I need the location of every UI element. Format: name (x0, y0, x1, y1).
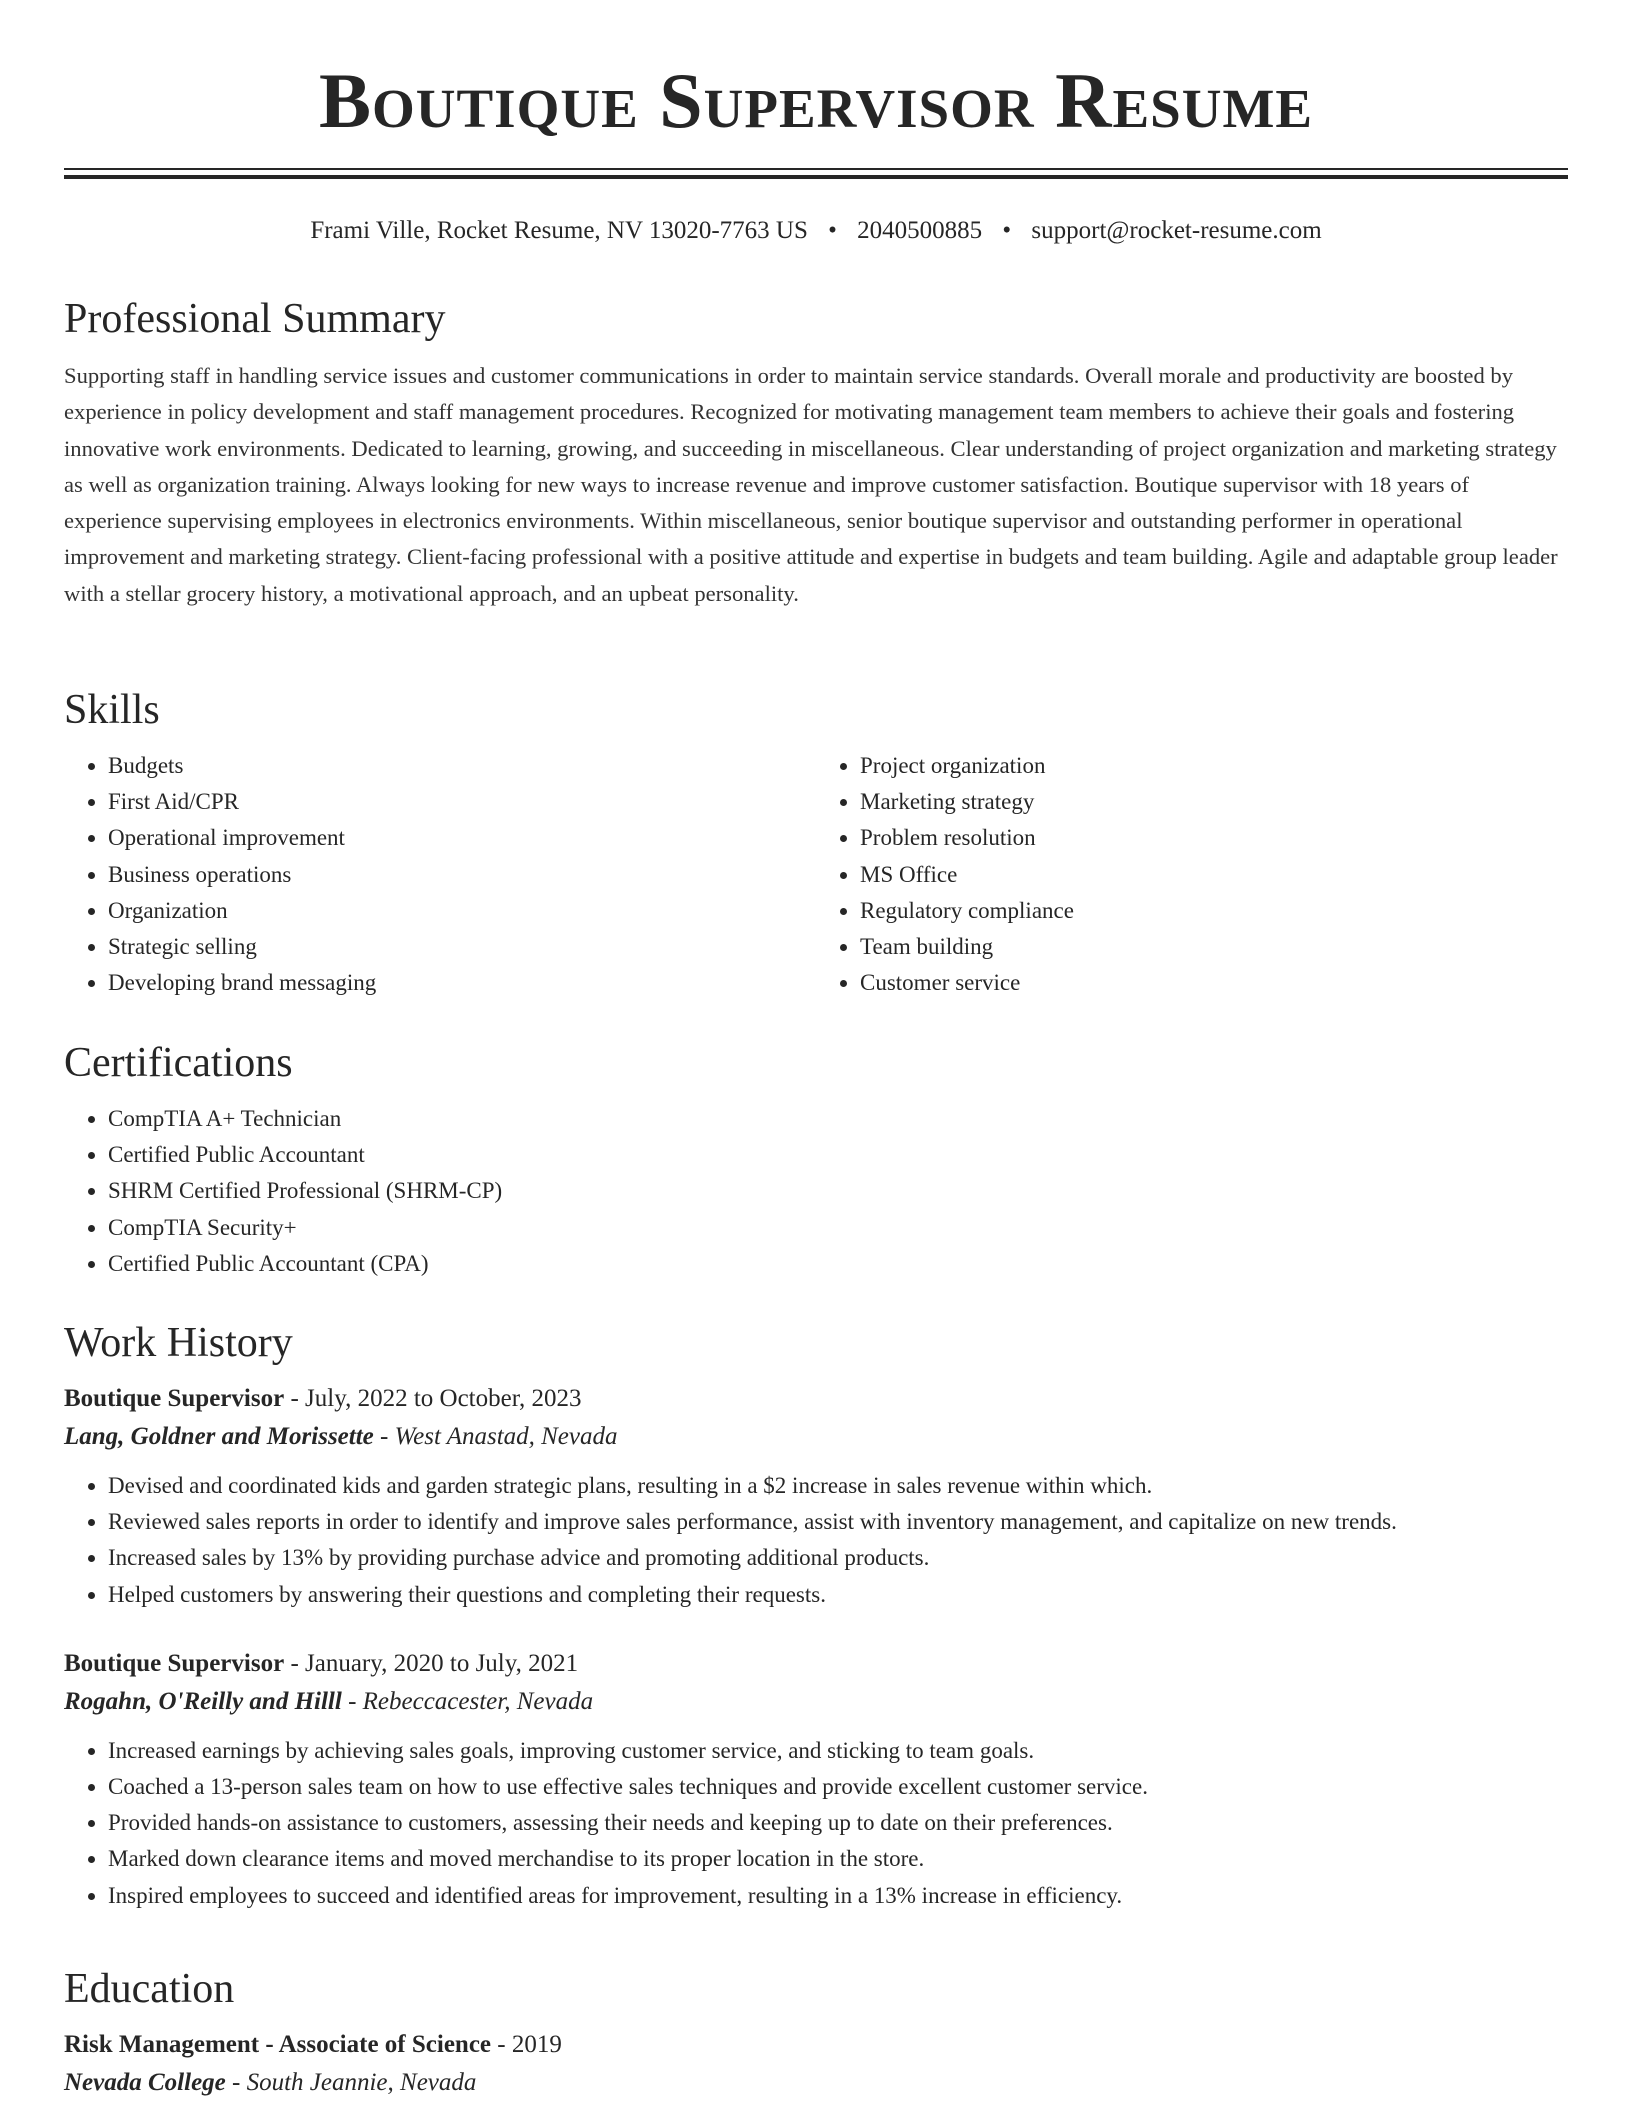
job-bullet: • Devised and coordinated kids and garden strategic plans, resulting in a $2 increase in sales revenue within which. (108, 1468, 1568, 1504)
skill-item: • First Aid/CPR (108, 784, 816, 820)
job-bullet: • Helped customers by answering their questions and completing their requests. (108, 1577, 1568, 1613)
work-history-section (64, 1318, 1568, 1914)
contact-phone: 2040500885 (857, 217, 983, 244)
job-title-line (64, 1380, 1568, 1418)
certification-item: • CompTIA A+ Technician (108, 1101, 1568, 1137)
summary-section (64, 294, 1568, 612)
skill-item: • Budgets (108, 748, 816, 784)
resume-title: Boutique Supervisor Resume (318, 57, 1314, 144)
certification-item: • CompTIA Security+ (108, 1210, 1568, 1246)
education-degree-line (64, 2026, 1568, 2064)
education-school-line (64, 2064, 1568, 2102)
skills-section (64, 685, 1568, 1001)
contact-address: Frami Ville, Rocket Resume, NV 13020-7763 US (310, 217, 808, 244)
certification-item: • SHRM Certified Professional (SHRM-CP) (108, 1173, 1568, 1209)
job-bullet: • Inspired employees to succeed and identified areas for improvement, resulting in a 13% increase in efficiency. (108, 1878, 1568, 1914)
job-location: - Rebeccacester, Nevada (341, 1687, 594, 1715)
certifications-section (64, 1038, 1568, 1282)
job-company-line (64, 1418, 1568, 1456)
job-bullet: • Increased sales by 13% by providing purchase advice and promoting additional products. (108, 1540, 1568, 1576)
job-dates: - July, 2022 to October, 2023 (284, 1385, 582, 1412)
job-bullets (64, 1468, 1568, 1613)
job-company: Lang, Goldner and Morissette (64, 1423, 374, 1450)
skill-item: • Team building (860, 929, 1568, 965)
skill-item: • Organization (108, 893, 816, 929)
contact-separator: • (1002, 217, 1012, 244)
job-entry (64, 1380, 1568, 1613)
education-year: - 2019 (491, 2031, 562, 2058)
job-bullet: • Increased earnings by achieving sales goals, improving customer service, and sticking to team goals. (108, 1733, 1568, 1769)
title-rule-thick (64, 175, 1568, 179)
summary-text: Supporting staff in handling service issues and customer communications in order to maintain service standards. Overall morale and productivity are boosted by experience in policy development and staff management procedures. Recognized for motivating management team members to achieve their goals and fostering innovative work environments. Dedicated to learning, growing, and succeeding in miscellaneous. Clear understanding of project organization and marketing strategy as well as organization training. Always looking for new ways to increase revenue and improve customer satisfaction. Boutique supervisor with 18 years of experience supervising employees in electronics environments. Within miscellaneous, senior boutique supervisor and outstanding performer in operational improvement and marketing strategy. Client-facing professional with a positive attitude and expertise in budgets and team building. Agile and adaptable group leader with a stellar grocery history, a motivational approach, and an upbeat personality. (64, 363, 1558, 606)
job-location: - West Anastad, Nevada (373, 1423, 618, 1450)
job-bullet: • Reviewed sales reports in order to identify and improve sales performance, assist with inventory management, and capitalize on new trends. (108, 1504, 1568, 1540)
summary-heading: Professional Summary (64, 296, 446, 342)
skill-item: • Business operations (108, 857, 816, 893)
certification-item: • Certified Public Accountant (108, 1137, 1568, 1173)
skill-item: • Problem resolution (860, 820, 1568, 856)
contact-email: support@rocket-resume.com (1031, 217, 1322, 244)
job-title: Boutique Supervisor (64, 1385, 285, 1412)
skill-item: • Regulatory compliance (860, 893, 1568, 929)
skill-item: • Marketing strategy (860, 784, 1568, 820)
skills-heading: Skills (64, 687, 160, 733)
skill-item: • Customer service (860, 965, 1568, 1001)
education-school: Nevada College (64, 2069, 226, 2096)
job-bullet: • Coached a 13-person sales team on how to use effective sales techniques and provide excellent customer service. (108, 1769, 1568, 1805)
skill-item: • Operational improvement (108, 820, 816, 856)
education-heading: Education (64, 1966, 235, 2012)
work-history-heading: Work History (64, 1320, 293, 1366)
contact-line (0, 214, 1632, 248)
title-rule-thin (64, 168, 1568, 170)
education-section (64, 1964, 1568, 2102)
certifications-list (64, 1101, 1568, 1282)
job-title-line (64, 1645, 1568, 1683)
skills-list-left (64, 748, 816, 1001)
skills-list-right (816, 748, 1568, 1001)
skill-item: • Developing brand messaging (108, 965, 816, 1001)
education-degree: Risk Management - Associate of Science (64, 2031, 492, 2058)
job-company: Rogahn, O'Reilly and Hilll (64, 1687, 342, 1715)
job-title: Boutique Supervisor (64, 1649, 285, 1677)
certification-item: • Certified Public Accountant (CPA) (108, 1246, 1568, 1282)
job-bullets (64, 1733, 1568, 1914)
skills-columns (64, 748, 1568, 1001)
job-entry (64, 1645, 1568, 1914)
job-bullet: • Marked down clearance items and moved merchandise to its proper location in the store. (108, 1841, 1568, 1877)
job-dates: - January, 2020 to July, 2021 (284, 1649, 579, 1677)
certifications-heading: Certifications (64, 1040, 293, 1086)
contact-separator: • (828, 217, 837, 244)
job-bullet: • Provided hands-on assistance to customers, assessing their needs and keeping up to date on their preferences. (108, 1805, 1568, 1841)
skill-item: • Strategic selling (108, 929, 816, 965)
skill-item: • MS Office (860, 857, 1568, 893)
job-company-line (64, 1683, 1568, 1721)
education-location: - South Jeannie, Nevada (225, 2069, 477, 2096)
skill-item: • Project organization (860, 748, 1568, 784)
